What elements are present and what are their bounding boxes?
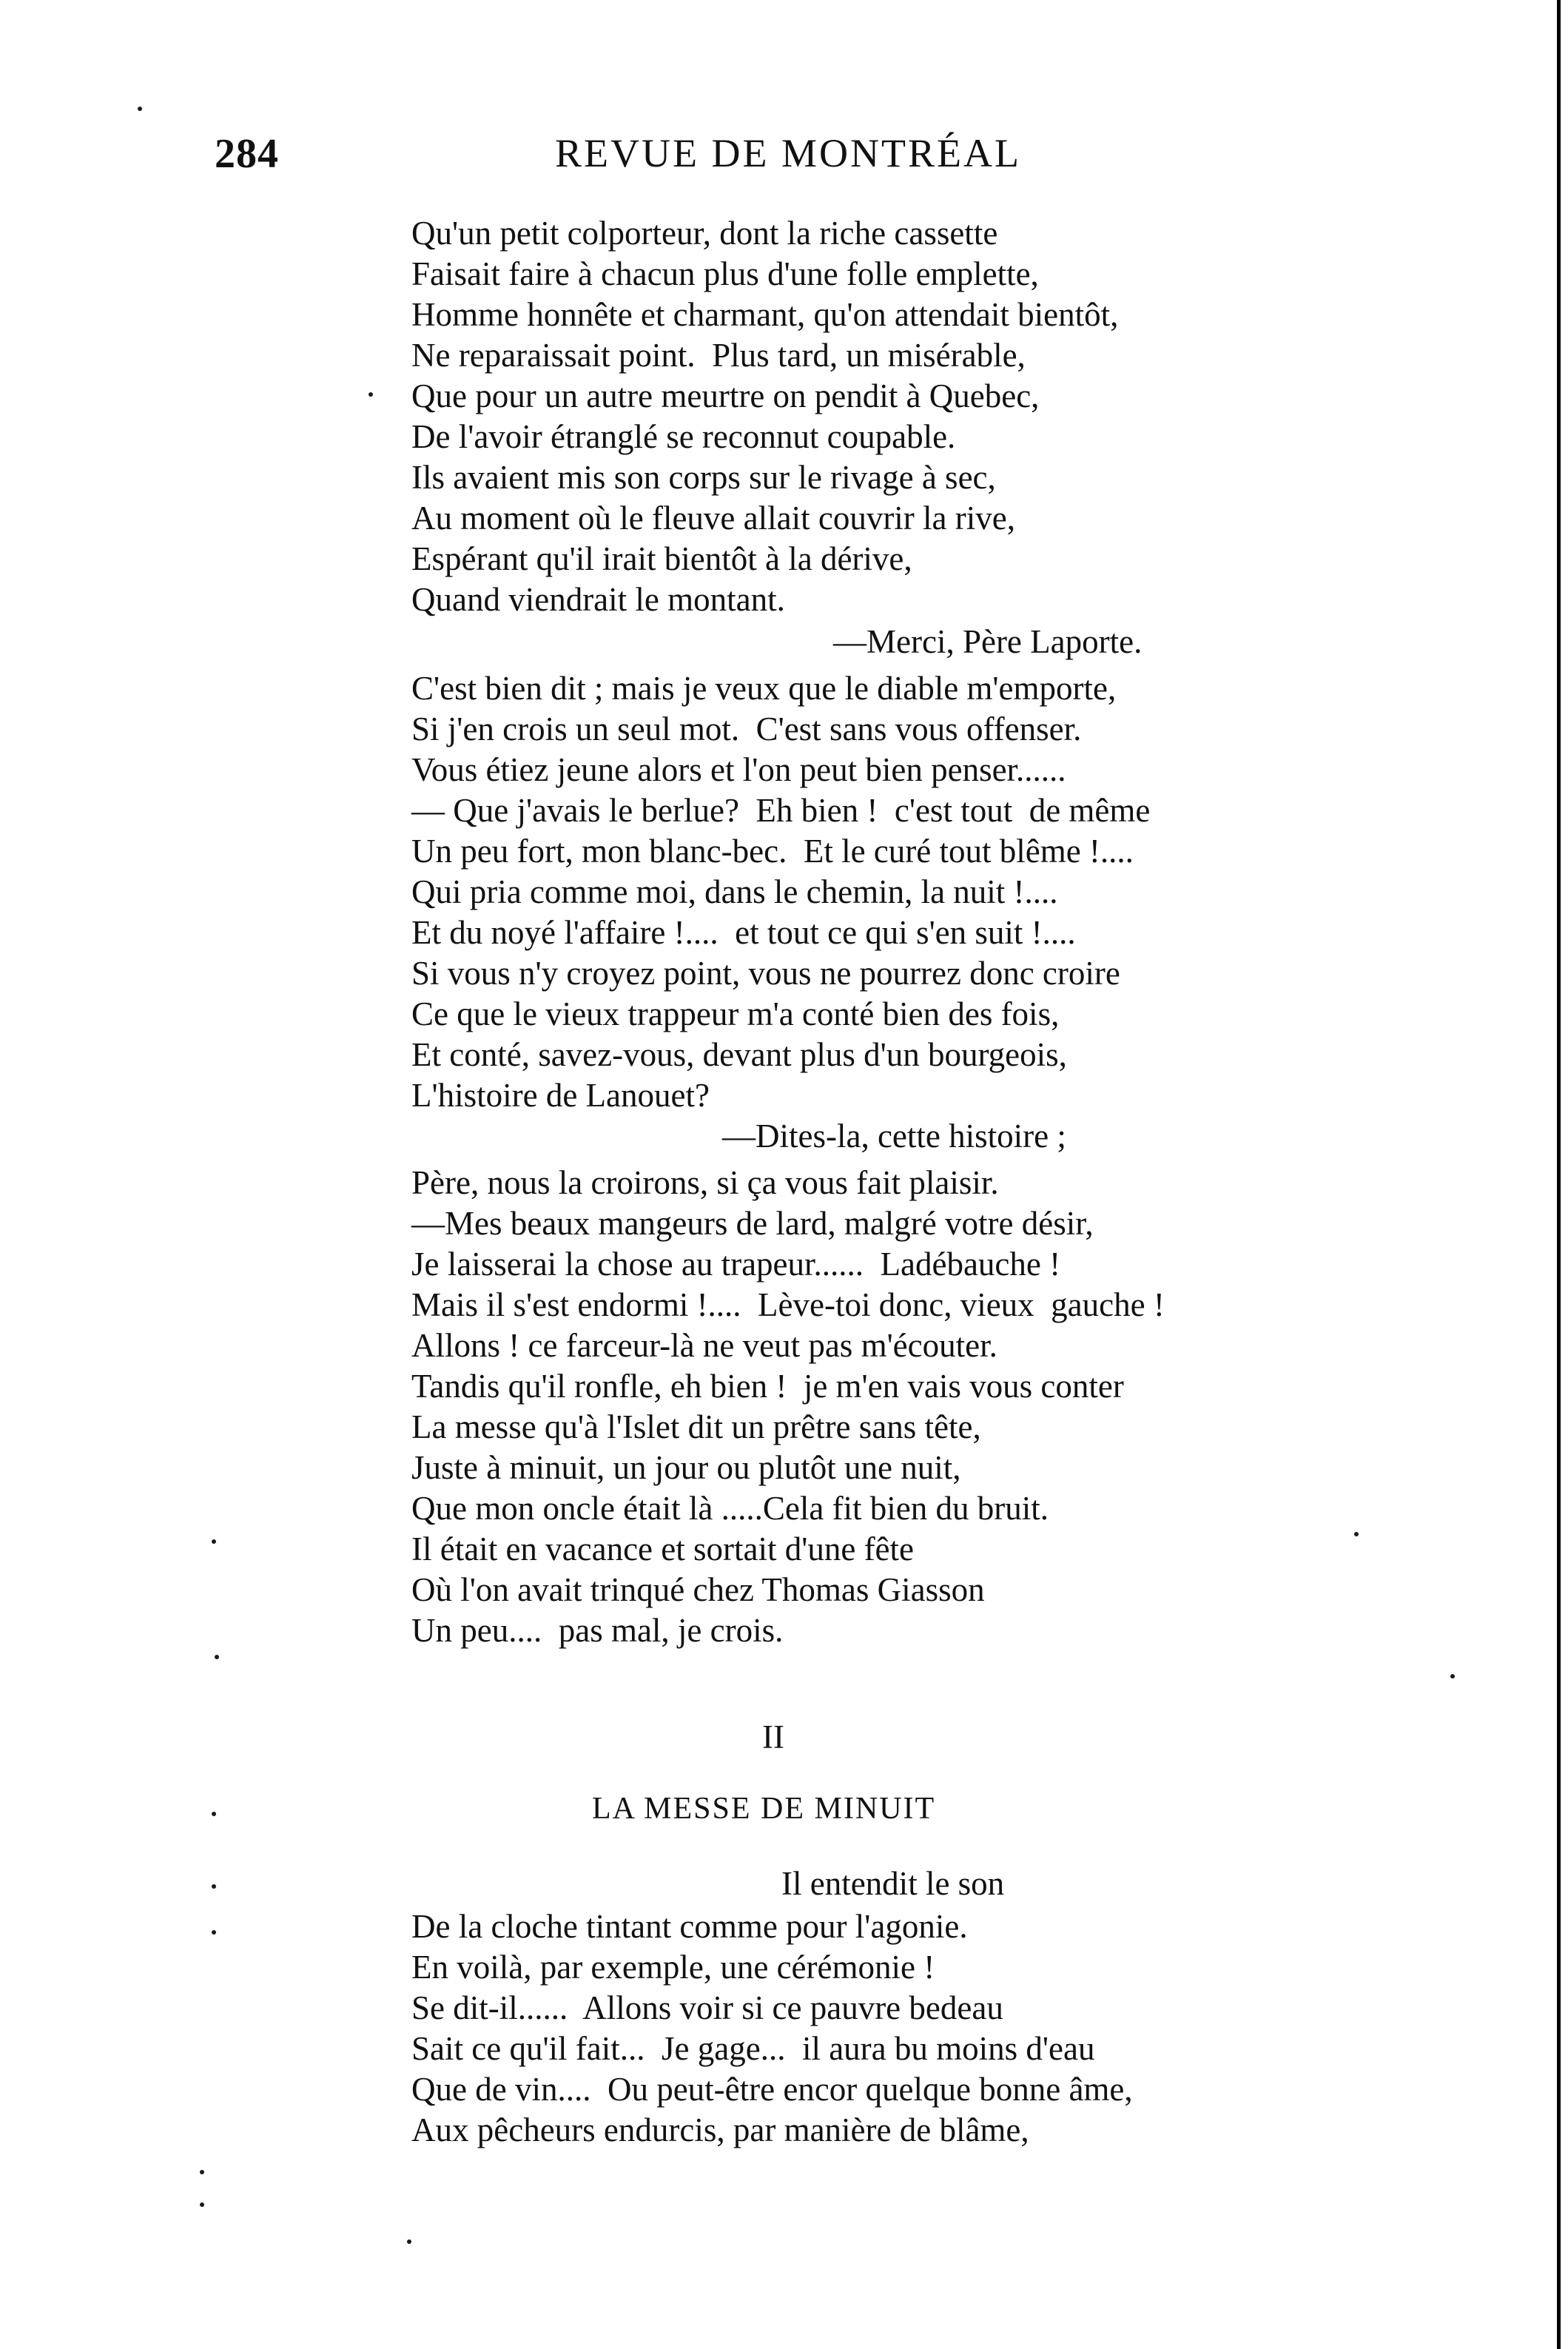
scan-speck <box>215 1655 219 1659</box>
verse-line: Se dit-il...... Allons voir si ce pauvre bedeau <box>411 1989 1003 2026</box>
verse-line: Père, nous la croirons, si ça vous fait plaisir. <box>411 1164 999 1201</box>
verse-line: Mais il s'est endormi !.... Lève-toi donc, vieux gauche ! <box>411 1286 1165 1323</box>
verse-line: Il était en vacance et sortait d'une fête <box>411 1530 914 1567</box>
scan-speck <box>407 2239 411 2244</box>
verse-line: Quand viendrait le montant. <box>411 581 785 618</box>
verse-line: Que de vin.... Ou peut-être encor quelque bonne âme, <box>411 2071 1133 2108</box>
scan-speck <box>138 107 142 111</box>
verse-line: Un peu.... pas mal, je crois. <box>411 1612 784 1649</box>
verse-line: Tandis qu'il ronfle, eh bien ! je m'en vais vous conter <box>411 1368 1124 1405</box>
verse-line: Espérant qu'il irait bientôt à la dérive, <box>411 540 912 577</box>
verse-line: —Mes beaux mangeurs de lard, malgré votre désir, <box>411 1205 1094 1242</box>
verse-line: Sait ce qu'il fait... Je gage... il aura bu moins d'eau <box>411 2030 1095 2067</box>
scan-speck <box>1450 1674 1455 1678</box>
running-title: REVUE DE MONTRÉAL <box>555 131 1021 175</box>
verse-line: Que mon oncle était là .....Cela fit bien du bruit. <box>411 1490 1049 1527</box>
scan-speck <box>1354 1532 1359 1536</box>
verse-line: Ce que le vieux trappeur m'a conté bien des fois, <box>411 995 1060 1032</box>
page-number: 284 <box>215 131 279 177</box>
section-title: LA MESSE DE MINUIT <box>592 1792 936 1826</box>
verse-line: En voilà, par exemple, une cérémonie ! <box>411 1949 935 1986</box>
scan-speck <box>200 2202 204 2207</box>
verse-line: Qu'un petit colporteur, dont la riche cassette <box>411 215 998 252</box>
verse-line: — Que j'avais le berlue? Eh bien ! c'est tout de même <box>411 792 1151 829</box>
verse-line: De l'avoir étranglé se reconnut coupable. <box>411 418 956 455</box>
verse-line: Faisait faire à chacun plus d'une folle emplette, <box>411 255 1039 292</box>
stanza-gap <box>411 662 1299 668</box>
verse-line: Aux pêcheurs endurcis, par manière de blâme, <box>411 2111 1029 2148</box>
verse-line: L'histoire de Lanouet? <box>411 1077 710 1114</box>
verse-line: Et du noyé l'affaire !.... et tout ce qui s'en suit !.... <box>411 914 1076 951</box>
verse-line: Un peu fort, mon blanc-bec. Et le curé tout blême !.... <box>411 833 1134 870</box>
poem-passage <box>411 213 1299 1651</box>
scan-speck <box>212 1884 216 1889</box>
verse-line: De la cloche tintant comme pour l'agonie. <box>411 1908 968 1945</box>
scan-speck <box>212 1812 216 1816</box>
verse-line: Et conté, savez-vous, devant plus d'un bourgeois, <box>411 1036 1067 1073</box>
verse-line: Ne reparaissait point. Plus tard, un misérable, <box>411 337 1026 374</box>
verse-line: Si vous n'y croyez point, vous ne pourrez donc croire <box>411 955 1120 992</box>
verse-line: Ils avaient mis son corps sur le rivage à sec, <box>411 459 996 496</box>
section-passage <box>411 1864 1299 2151</box>
scan-speck <box>212 1930 216 1935</box>
verse-line: Où l'on avait trinqué chez Thomas Giasson <box>411 1571 985 1608</box>
verse-line: Si j'en crois un seul mot. C'est sans vous offenser. <box>411 710 1082 747</box>
dialogue-reply: —Dites-la, cette histoire ; <box>722 1118 1066 1155</box>
verse-line: Vous étiez jeune alors et l'on peut bien penser...... <box>411 751 1066 788</box>
scan-speck <box>369 392 373 397</box>
page-header <box>215 130 1251 189</box>
verse-line: Au moment où le fleuve allait couvrir la rive, <box>411 500 1015 537</box>
verse-line: Homme honnête et charmant, qu'on attendait bientôt, <box>411 296 1119 333</box>
scan-speck <box>200 2170 204 2174</box>
verse-line: Que pour un autre meurtre on pendit à Quebec, <box>411 377 1040 414</box>
verse-half-line: Il entendit le son <box>781 1865 1005 1902</box>
verse-line: Je laisserai la chose au trapeur...... Ladébauche ! <box>411 1246 1061 1283</box>
scan-speck <box>212 1539 216 1544</box>
dialogue-reply: —Merci, Père Laporte. <box>833 623 1143 660</box>
page-edge-rule <box>1557 0 1561 2349</box>
stanza-gap <box>411 1157 1299 1163</box>
verse-line: C'est bien dit ; mais je veux que le diable m'emporte, <box>411 670 1117 707</box>
verse-line: Qui pria comme moi, dans le chemin, la nuit !.... <box>411 873 1058 910</box>
verse-line: La messe qu'à l'Islet dit un prêtre sans tête, <box>411 1408 981 1445</box>
verse-line: Juste à minuit, un jour ou plutôt une nuit, <box>411 1449 961 1486</box>
section-number: II <box>762 1718 784 1755</box>
verse-line: Allons ! ce farceur-là ne veut pas m'écouter. <box>411 1327 997 1364</box>
